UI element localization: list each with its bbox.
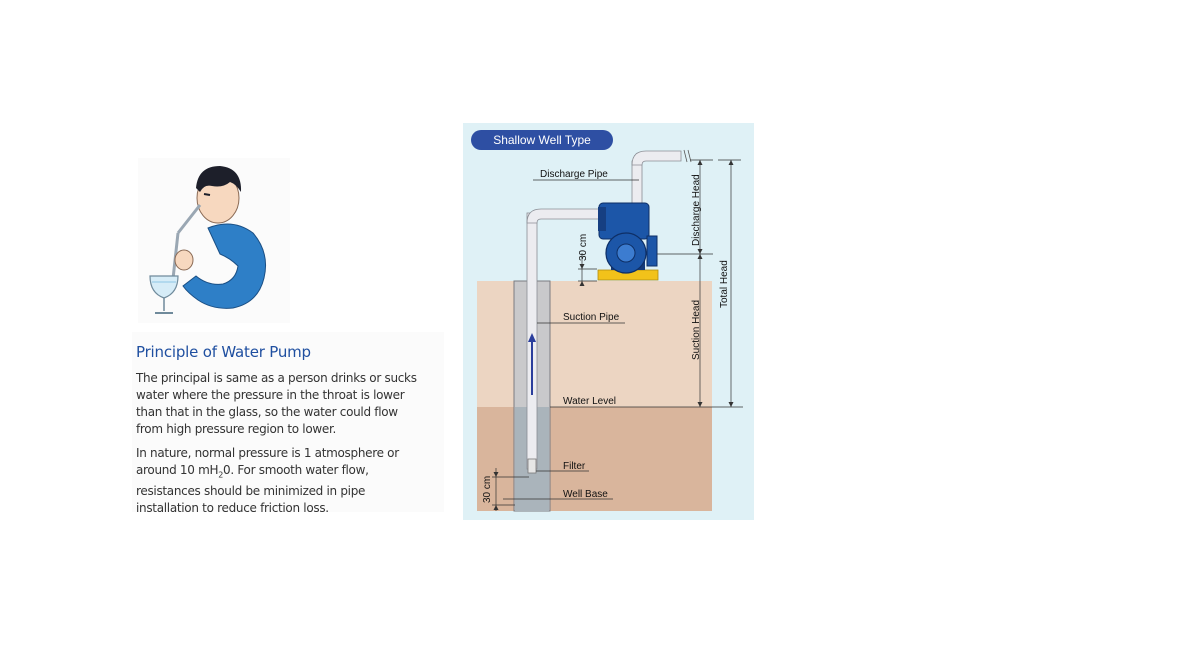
total-head-label: Total Head bbox=[719, 260, 730, 308]
person-drinking-illustration bbox=[138, 158, 290, 323]
discharge-head-label: Discharge Head bbox=[691, 174, 702, 246]
pump-impeller-hub bbox=[617, 244, 635, 262]
well-base-label: Well Base bbox=[563, 489, 608, 500]
filter-label: Filter bbox=[563, 461, 586, 472]
person-drinking-icon bbox=[138, 158, 290, 323]
discharge-riser bbox=[632, 161, 642, 207]
suction-pipe-label: Suction Pipe bbox=[563, 312, 620, 323]
suction-head-label: Suction Head bbox=[691, 299, 702, 360]
filter bbox=[528, 459, 536, 473]
badge-label: Shallow Well Type bbox=[493, 133, 591, 147]
principle-paragraph-2 bbox=[136, 445, 426, 517]
paragraph-2-part-2: 0. For smooth water flow, resistances should be minimized in pipe installation to reduce friction loss. bbox=[136, 463, 369, 516]
shallow-well-diagram bbox=[463, 123, 754, 520]
dim-top-label: 30 cm bbox=[578, 233, 589, 261]
principle-paragraph-1: The principal is same as a person drinks or sucks water where the pressure in the throat is lower than that in the glass, so the water could flow from high pressure region to lower. bbox=[136, 371, 417, 436]
water-level-label: Water Level bbox=[563, 396, 616, 407]
principle-text-panel bbox=[132, 332, 444, 516]
well-diagram-svg bbox=[463, 123, 754, 520]
page-title: Principle of Water Pump bbox=[136, 343, 311, 361]
pump-outlet bbox=[647, 236, 657, 266]
discharge-pipe-label: Discharge Pipe bbox=[540, 169, 608, 180]
water-subscript: 2 bbox=[218, 470, 224, 480]
paragraph-2-part-1: In nature, normal pressure is 1 atmosphere or around 10 mH bbox=[136, 446, 399, 477]
dim-bottom-label: 30 cm bbox=[482, 475, 493, 503]
pump-inlet-flange bbox=[598, 207, 606, 231]
